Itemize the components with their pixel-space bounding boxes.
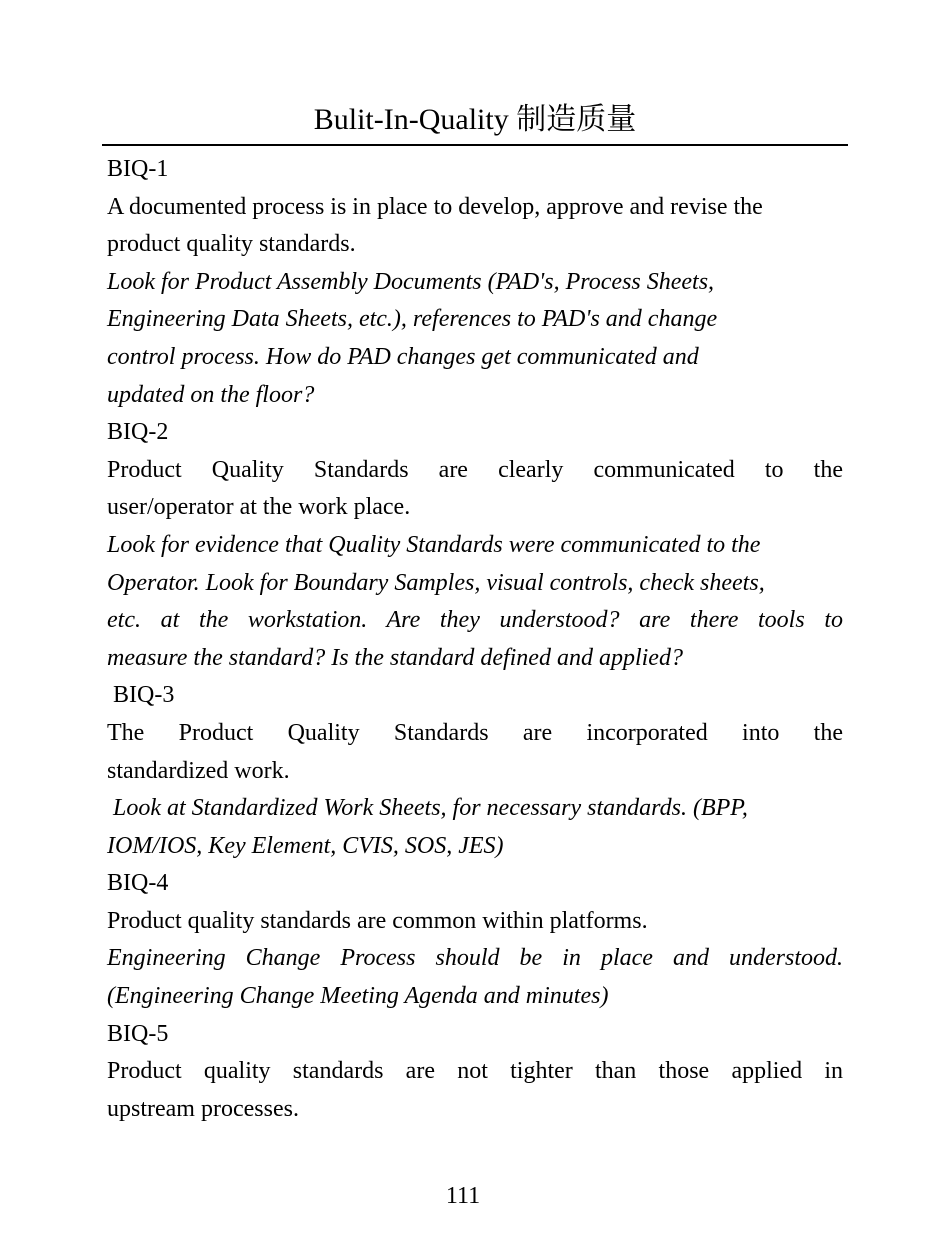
item-guidance-line: etc. at the workstation. Are they understood? are there tools to bbox=[107, 607, 843, 634]
item-statement-line: Product quality standards are common within platforms. bbox=[107, 907, 648, 934]
item-id: BIQ-2 bbox=[107, 419, 169, 446]
checklist-item-biq-3 bbox=[107, 677, 843, 865]
item-statement-line: The Product Quality Standards are incorporated into the bbox=[107, 719, 843, 746]
item-id: BIQ-5 bbox=[107, 1020, 169, 1047]
checklist-content bbox=[107, 151, 843, 1128]
item-statement-line: Product quality standards are not tighter than those applied in bbox=[107, 1058, 843, 1085]
item-guidance-line: control process. How do PAD changes get communicated and bbox=[107, 343, 699, 370]
item-statement-line: standardized work. bbox=[107, 757, 290, 784]
item-guidance-line: (Engineering Change Meeting Agenda and minutes) bbox=[107, 983, 609, 1010]
checklist-item-biq-2 bbox=[107, 414, 843, 677]
checklist-item-biq-4 bbox=[107, 865, 843, 1015]
item-id: BIQ-3 bbox=[113, 682, 175, 709]
page-number: 111 bbox=[445, 1183, 481, 1209]
page-header-title: Bulit-In-Quality 制造质量 bbox=[102, 100, 848, 146]
item-id: BIQ-4 bbox=[107, 870, 169, 897]
item-guidance-line: measure the standard? Is the standard defined and applied? bbox=[107, 644, 683, 671]
item-guidance-line: Look for Product Assembly Documents (PAD's, Process Sheets, bbox=[107, 268, 715, 295]
checklist-item-biq-1 bbox=[107, 151, 843, 414]
item-guidance-line: IOM/IOS, Key Element, CVIS, SOS, JES) bbox=[107, 832, 504, 859]
item-statement-line: upstream processes. bbox=[107, 1095, 299, 1122]
item-id: BIQ-1 bbox=[107, 156, 169, 182]
item-statement-line: Product Quality Standards are clearly communicated to the bbox=[107, 456, 843, 483]
item-guidance-line: Engineering Change Process should be in place and understood. bbox=[107, 945, 843, 972]
item-statement-line: A documented process is in place to develop, approve and revise the bbox=[107, 193, 763, 220]
item-guidance-line: updated on the floor? bbox=[107, 381, 315, 408]
item-statement-line: product quality standards. bbox=[107, 231, 356, 258]
checklist-item-biq-5 bbox=[107, 1016, 843, 1129]
item-statement-line: user/operator at the work place. bbox=[107, 494, 411, 521]
item-guidance-line: Operator. Look for Boundary Samples, visual controls, check sheets, bbox=[107, 569, 765, 596]
item-guidance-line: Engineering Data Sheets, etc.), references to PAD's and change bbox=[107, 306, 718, 333]
item-guidance-line: Look for evidence that Quality Standards were communicated to the bbox=[107, 531, 761, 558]
item-guidance-line: Look at Standardized Work Sheets, for necessary standards. (BPP, bbox=[113, 795, 748, 822]
